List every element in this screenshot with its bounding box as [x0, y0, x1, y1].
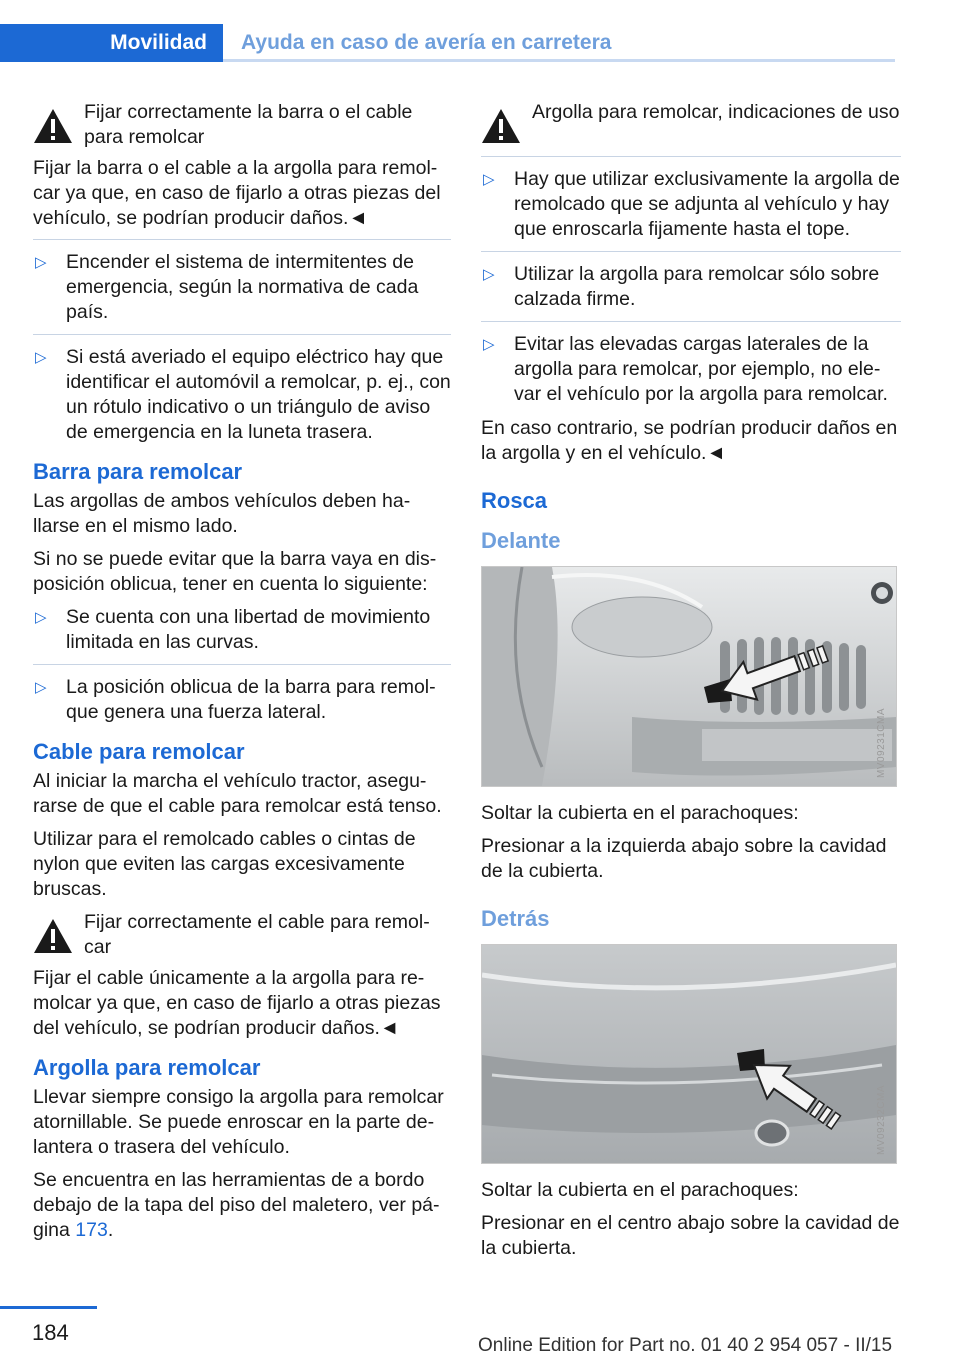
triangle-right-icon: ▷ [35, 349, 47, 366]
warning-text: Fijar la barra o el cable a la argolla para remol- car ya que, en caso de fijarlo a otras piezas del vehículo, se podrían producir daños.◄ [33, 157, 441, 229]
figure-code: MV09231CMA [876, 707, 887, 778]
list-item [33, 675, 451, 725]
paragraph: Si no se puede evitar que la barra vaya en dis- posición oblicua, tener en cuenta lo siguiente: [33, 548, 437, 595]
page-link[interactable]: 173 [75, 1219, 108, 1241]
rear-bumper-figure [481, 944, 897, 1164]
divider [481, 321, 901, 322]
divider [33, 334, 451, 335]
list-item-text: Utilizar la argolla para remolcar sólo sobre calzada firme. [514, 263, 880, 310]
list-item [33, 605, 451, 655]
paragraph: Utilizar para el remolcado cables o cintas de nylon que eviten las cargas excesivamente bruscas. [33, 828, 416, 900]
heading-barra: Barra para remolcar [33, 459, 243, 484]
paragraph: Las argollas de ambos vehículos deben ha- llarse en el mismo lado. [33, 490, 411, 537]
list-item-text: Se cuenta con una libertad de movimiento limitada en las curvas. [66, 606, 431, 653]
edition-text: Online Edition for Part no. 01 40 2 954 057 - II/15 [478, 1335, 893, 1356]
paragraph: Soltar la cubierta en el parachoques: [481, 802, 799, 824]
list-item [481, 167, 901, 242]
paragraph: Presionar a la izquierda abajo sobre la cavidad de la cubierta. [481, 835, 887, 882]
right-column [481, 100, 901, 1269]
warning-triangle-icon [33, 108, 73, 144]
page-footer [0, 1302, 960, 1362]
heading-argolla: Argolla para remolcar [33, 1055, 261, 1080]
left-column [33, 100, 451, 1251]
warning-title: Argolla para remolcar, indicaciones de uso [532, 101, 900, 123]
list-item [481, 262, 901, 312]
paragraph: Soltar la cubierta en el parachoques: [481, 1179, 799, 1201]
warning-triangle-icon [481, 108, 521, 144]
paragraph [33, 1168, 451, 1243]
footer-accent-line [0, 1306, 97, 1309]
triangle-right-icon: ▷ [483, 171, 495, 188]
triangle-right-icon: ▷ [483, 266, 495, 283]
page-number: 184 [32, 1320, 69, 1345]
warning-text: En caso contrario, se podrían producir daños en la argolla y en el vehículo.◄ [481, 417, 898, 464]
paragraph-end: . [107, 1219, 114, 1241]
warning-block [481, 100, 901, 150]
heading-detras: Detrás [481, 906, 550, 931]
paragraph: Al iniciar la marcha el vehículo tractor, asegu- rarse de que el cable para remolcar está tenso. [33, 770, 442, 817]
paragraph: Llevar siempre consigo la argolla para remolcar atornillable. Se puede enroscar en la parte de- lantera o trasera del vehículo. [33, 1086, 444, 1158]
list-item [33, 345, 451, 445]
paragraph-text: Se encuentra en las herramientas de a bordo debajo de la tapa del piso del maletero, ver pá- gina [33, 1169, 440, 1241]
heading-cable: Cable para remolcar [33, 739, 245, 764]
page-header [0, 24, 895, 62]
front-bumper-illustration [482, 567, 896, 786]
divider [33, 239, 451, 240]
chapter-title[interactable]: Ayuda en caso de avería en carretera [241, 31, 612, 54]
list-item-text: Hay que utilizar exclusivamente la argolla de remolcado que se adjunta al vehículo y hay que enroscarla fijamente hasta el tope. [514, 168, 900, 240]
list-item [33, 250, 451, 325]
triangle-right-icon: ▷ [35, 609, 47, 626]
divider [481, 251, 901, 252]
section-tab[interactable]: Movilidad [0, 24, 223, 62]
list-item [481, 332, 901, 407]
triangle-right-icon: ▷ [483, 336, 495, 353]
front-bumper-figure [481, 566, 897, 787]
warning-block [33, 100, 451, 150]
list-item-text: Si está averiado el equipo eléctrico hay que identificar el automóvil a remolcar, p. ej., con un rótulo indicativo o un triángulo de aviso de emergencia en la luneta trasera. [66, 346, 451, 443]
warning-text: Fijar el cable únicamente a la argolla para re- molcar ya que, en caso de fijarlo a otras piezas del vehículo, se podrían producir daños.◄ [33, 967, 441, 1039]
header-divider [223, 59, 895, 62]
warning-title: Fijar correctamente el cable para remol- car [84, 911, 430, 958]
list-item-text: Encender el sistema de intermitentes de emergencia, según la normativa de cada país. [66, 251, 419, 323]
list-item-text: La posición oblicua de la barra para remol- que genera una fuerza lateral. [66, 676, 436, 723]
triangle-right-icon: ▷ [35, 254, 47, 271]
heading-delante: Delante [481, 528, 561, 553]
figure-code: MV09232CMA [876, 1084, 887, 1155]
heading-rosca: Rosca [481, 488, 548, 513]
triangle-right-icon: ▷ [35, 679, 47, 696]
divider [481, 156, 901, 157]
paragraph: Presionar en el centro abajo sobre la cavidad de la cubierta. [481, 1212, 900, 1259]
warning-block [33, 910, 451, 960]
list-item-text: Evitar las elevadas cargas laterales de la argolla para remolcar, por ejemplo, no ele- var el vehículo por la argolla para remolcar. [514, 333, 888, 405]
rear-bumper-illustration [482, 945, 896, 1163]
warning-triangle-icon [33, 918, 73, 954]
warning-title: Fijar correctamente la barra o el cable para remolcar [84, 101, 413, 148]
divider [33, 664, 451, 665]
